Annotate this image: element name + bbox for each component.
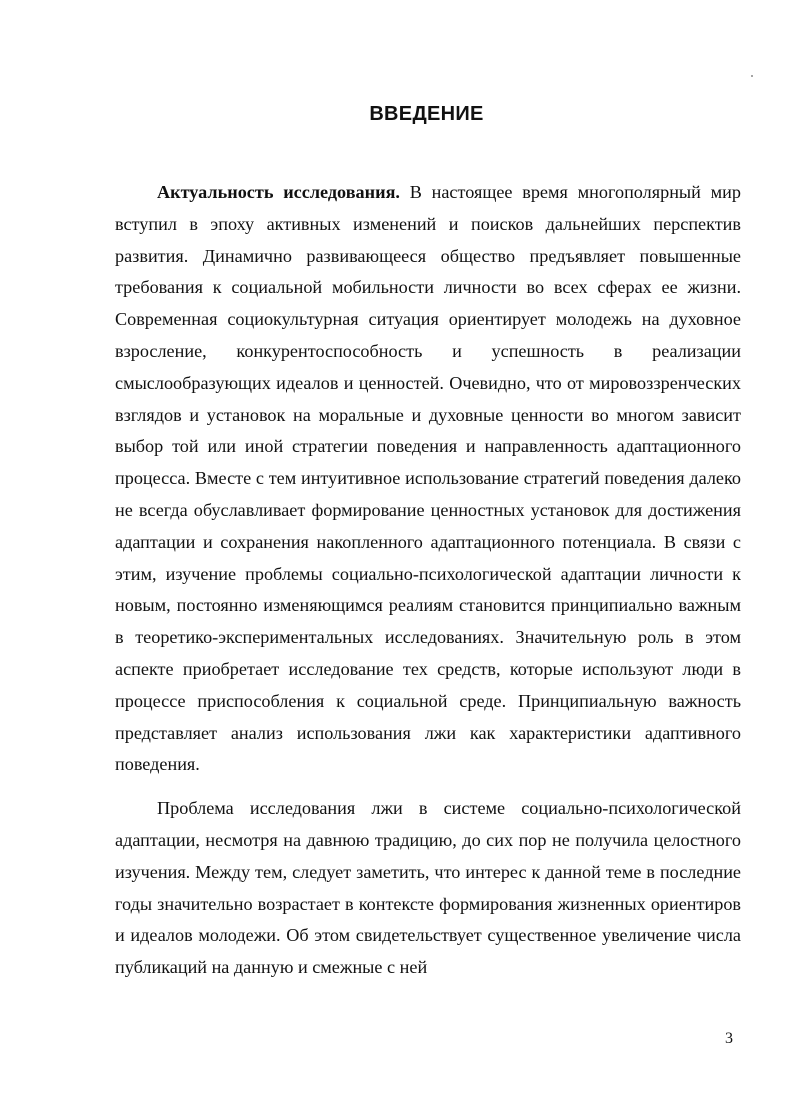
scan-speck [751,75,753,77]
paragraph-text: Проблема исследования лжи в системе социально-психологической адаптации, несмотря на давнюю традицию, до сих пор не получила целостного изучения. Между тем, следует заметить, что интерес к данной теме в последние годы значительно возрастает в контексте формирования жизненных ориентиров и идеалов молодежи. Об этом свидетельствует существенное увеличение числа публикаций на данную и смежные с ней [115,798,741,978]
page-title: ВВЕДЕНИЕ [369,103,484,125]
page-number: 3 [725,1030,733,1047]
paragraph-problem [115,793,741,984]
body-text [115,177,741,996]
paragraph-relevance [115,177,741,781]
paragraph-lead: Актуальность исследования. [157,182,400,202]
paragraph-text: В настоящее время многополярный мир вступил в эпоху активных изменений и поисков дальнейших перспектив развития. Динамично развивающееся общество предъявляет повышенные требования к социальной мобильности личности во всех сферах ее жизни. Современная социокультурная ситуация ориентирует молодежь на духовное взросление, конкурентоспособность и успешность в реализации смыслообразующих идеалов и ценностей. Очевидно, что от мировоззренческих взглядов и установок на моральные и духовные ценности во многом зависит выбор той или иной стратегии поведения и направленность адаптационного процесса. Вместе с тем интуитивное использование стратегий поведения далеко не всегда обуславливает формирование ценностных установок для достижения адаптации и сохранения накопленного адаптационного потенциала. В связи с этим, изучение проблемы социально-психологической адаптации личности к новым, постоянно изменяющимся реалиям становится принципиально важным в теоретико-экспериментальных исследованиях. Значительную роль в этом аспекте приобретает исследование тех средств, которые используют люди в процессе приспособления к социальной среде. Принципиальную важность представляет анализ использования лжи как характеристики адаптивного поведения. [115,182,741,775]
